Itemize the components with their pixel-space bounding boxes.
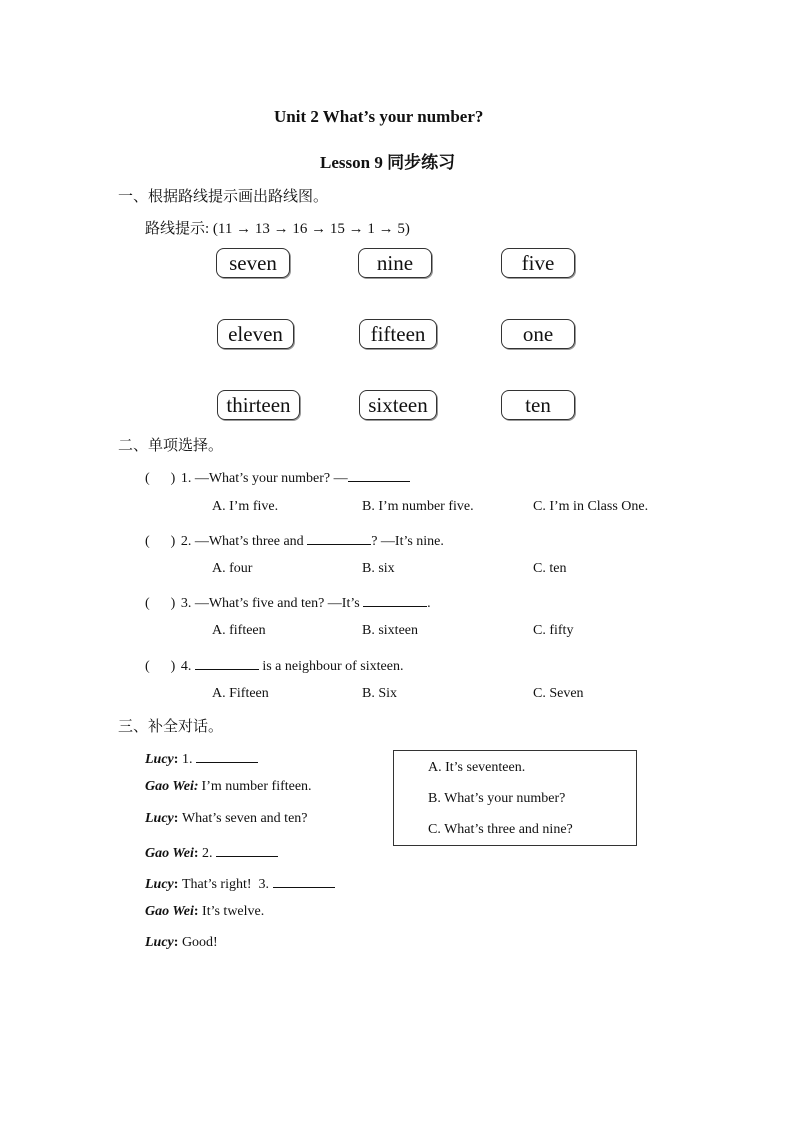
answer-paren[interactable]: ( ) [145, 596, 176, 611]
question-row-4 [145, 655, 403, 675]
word-box-fifteen[interactable]: fifteen [359, 319, 437, 349]
speaker-name: Lucy [145, 752, 174, 767]
speaker-name: Gao Wei [145, 904, 194, 919]
question-row-2 [145, 530, 444, 550]
option-2a[interactable]: A. four [212, 561, 253, 576]
dialogue-text: I’m number fifteen. [201, 779, 312, 794]
dialogue-line-1: Lucy: 1. [145, 748, 258, 768]
dialogue-line-3: Lucy: What’s seven and ten? [145, 811, 308, 826]
word-box-five[interactable]: five [501, 248, 575, 278]
word-box-nine[interactable]: nine [358, 248, 432, 278]
question-stem: 1. —What’s your number? — [180, 471, 348, 486]
option-1a[interactable]: A. I’m five. [212, 499, 279, 514]
word-box-eleven[interactable]: eleven [217, 319, 294, 349]
question-stem-after: . [427, 596, 431, 611]
dialogue-line-7: Lucy: Good! [145, 935, 218, 950]
word-box-seven[interactable]: seven [216, 248, 290, 278]
option-4c[interactable]: C. Seven [533, 686, 584, 701]
answer-blank[interactable] [195, 655, 259, 670]
dialogue-option-b[interactable]: B. What’s your number? [428, 791, 566, 806]
question-stem: 4. [180, 659, 195, 674]
dialogue-option-a[interactable]: A. It’s seventeen. [428, 760, 526, 775]
question-stem: 3. —What’s five and ten? —It’s [180, 596, 364, 611]
option-1c[interactable]: C. I’m in Class One. [533, 499, 649, 514]
part3-heading: 三、补全对话。 [118, 719, 224, 735]
dialogue-line-2 [145, 779, 312, 795]
option-2b[interactable]: B. six [362, 561, 395, 576]
dialogue-line-6: Gao Wei: It’s twelve. [145, 904, 265, 919]
question-row-1 [145, 467, 410, 487]
route-hint: 路线提示: (11 → 13 → 16 → 15 → 1 → 5) [145, 221, 410, 237]
answer-paren[interactable]: ( ) [145, 534, 176, 549]
speaker-name: Gao Wei [145, 846, 194, 861]
dialogue-options-box [393, 750, 637, 846]
answer-blank[interactable] [196, 748, 258, 763]
speaker-name: Lucy [145, 935, 174, 950]
question-row-3 [145, 592, 431, 612]
dialogue-text: 1. [181, 752, 196, 767]
dialogue-text: Good! [181, 935, 218, 950]
option-1b[interactable]: B. I’m number five. [362, 499, 474, 514]
answer-blank[interactable] [273, 873, 335, 888]
part2-heading: 二、单项选择。 [118, 438, 224, 454]
option-4b[interactable]: B. Six [362, 686, 398, 701]
question-stem-after: is a neighbour of sixteen. [258, 659, 404, 674]
word-box-thirteen[interactable]: thirteen [217, 390, 300, 420]
dialogue-text: It’s twelve. [202, 904, 265, 919]
word-box-one[interactable]: one [501, 319, 575, 349]
word-box-ten[interactable]: ten [501, 390, 575, 420]
speaker-name: Lucy [145, 877, 174, 892]
answer-blank[interactable] [216, 842, 278, 857]
answer-blank[interactable] [307, 530, 371, 545]
answer-paren[interactable]: ( ) [145, 471, 176, 486]
unit-title: Unit 2 What’s your number? [274, 107, 484, 126]
answer-blank[interactable] [348, 467, 410, 482]
option-3b[interactable]: B. sixteen [362, 623, 418, 638]
question-stem: 2. —What’s three and [180, 534, 308, 549]
answer-paren[interactable]: ( ) [145, 659, 176, 674]
part1-heading: 一、根据路线提示画出路线图。 [118, 189, 329, 205]
dialogue-option-c[interactable]: C. What’s three and nine? [428, 822, 573, 837]
option-2c[interactable]: C. ten [533, 561, 567, 576]
dialogue-text: 2. [202, 846, 217, 861]
dialogue-text: What’s seven and ten? [181, 811, 308, 826]
speaker-name: Lucy [145, 811, 174, 826]
speaker-name: Gao Wei: [145, 779, 199, 794]
lesson-title: Lesson 9 同步练习 [320, 153, 456, 172]
answer-blank[interactable] [363, 592, 427, 607]
dialogue-line-4: Gao Wei: 2. [145, 842, 278, 862]
dialogue-line-5: Lucy: That’s right! 3. [145, 873, 335, 893]
option-4a[interactable]: A. Fifteen [212, 686, 269, 701]
word-box-sixteen[interactable]: sixteen [359, 390, 437, 420]
dialogue-text: That’s right! 3. [181, 877, 273, 892]
question-stem-after: ? —It’s nine. [371, 534, 444, 549]
option-3c[interactable]: C. fifty [533, 623, 574, 638]
option-3a[interactable]: A. fifteen [212, 623, 266, 638]
